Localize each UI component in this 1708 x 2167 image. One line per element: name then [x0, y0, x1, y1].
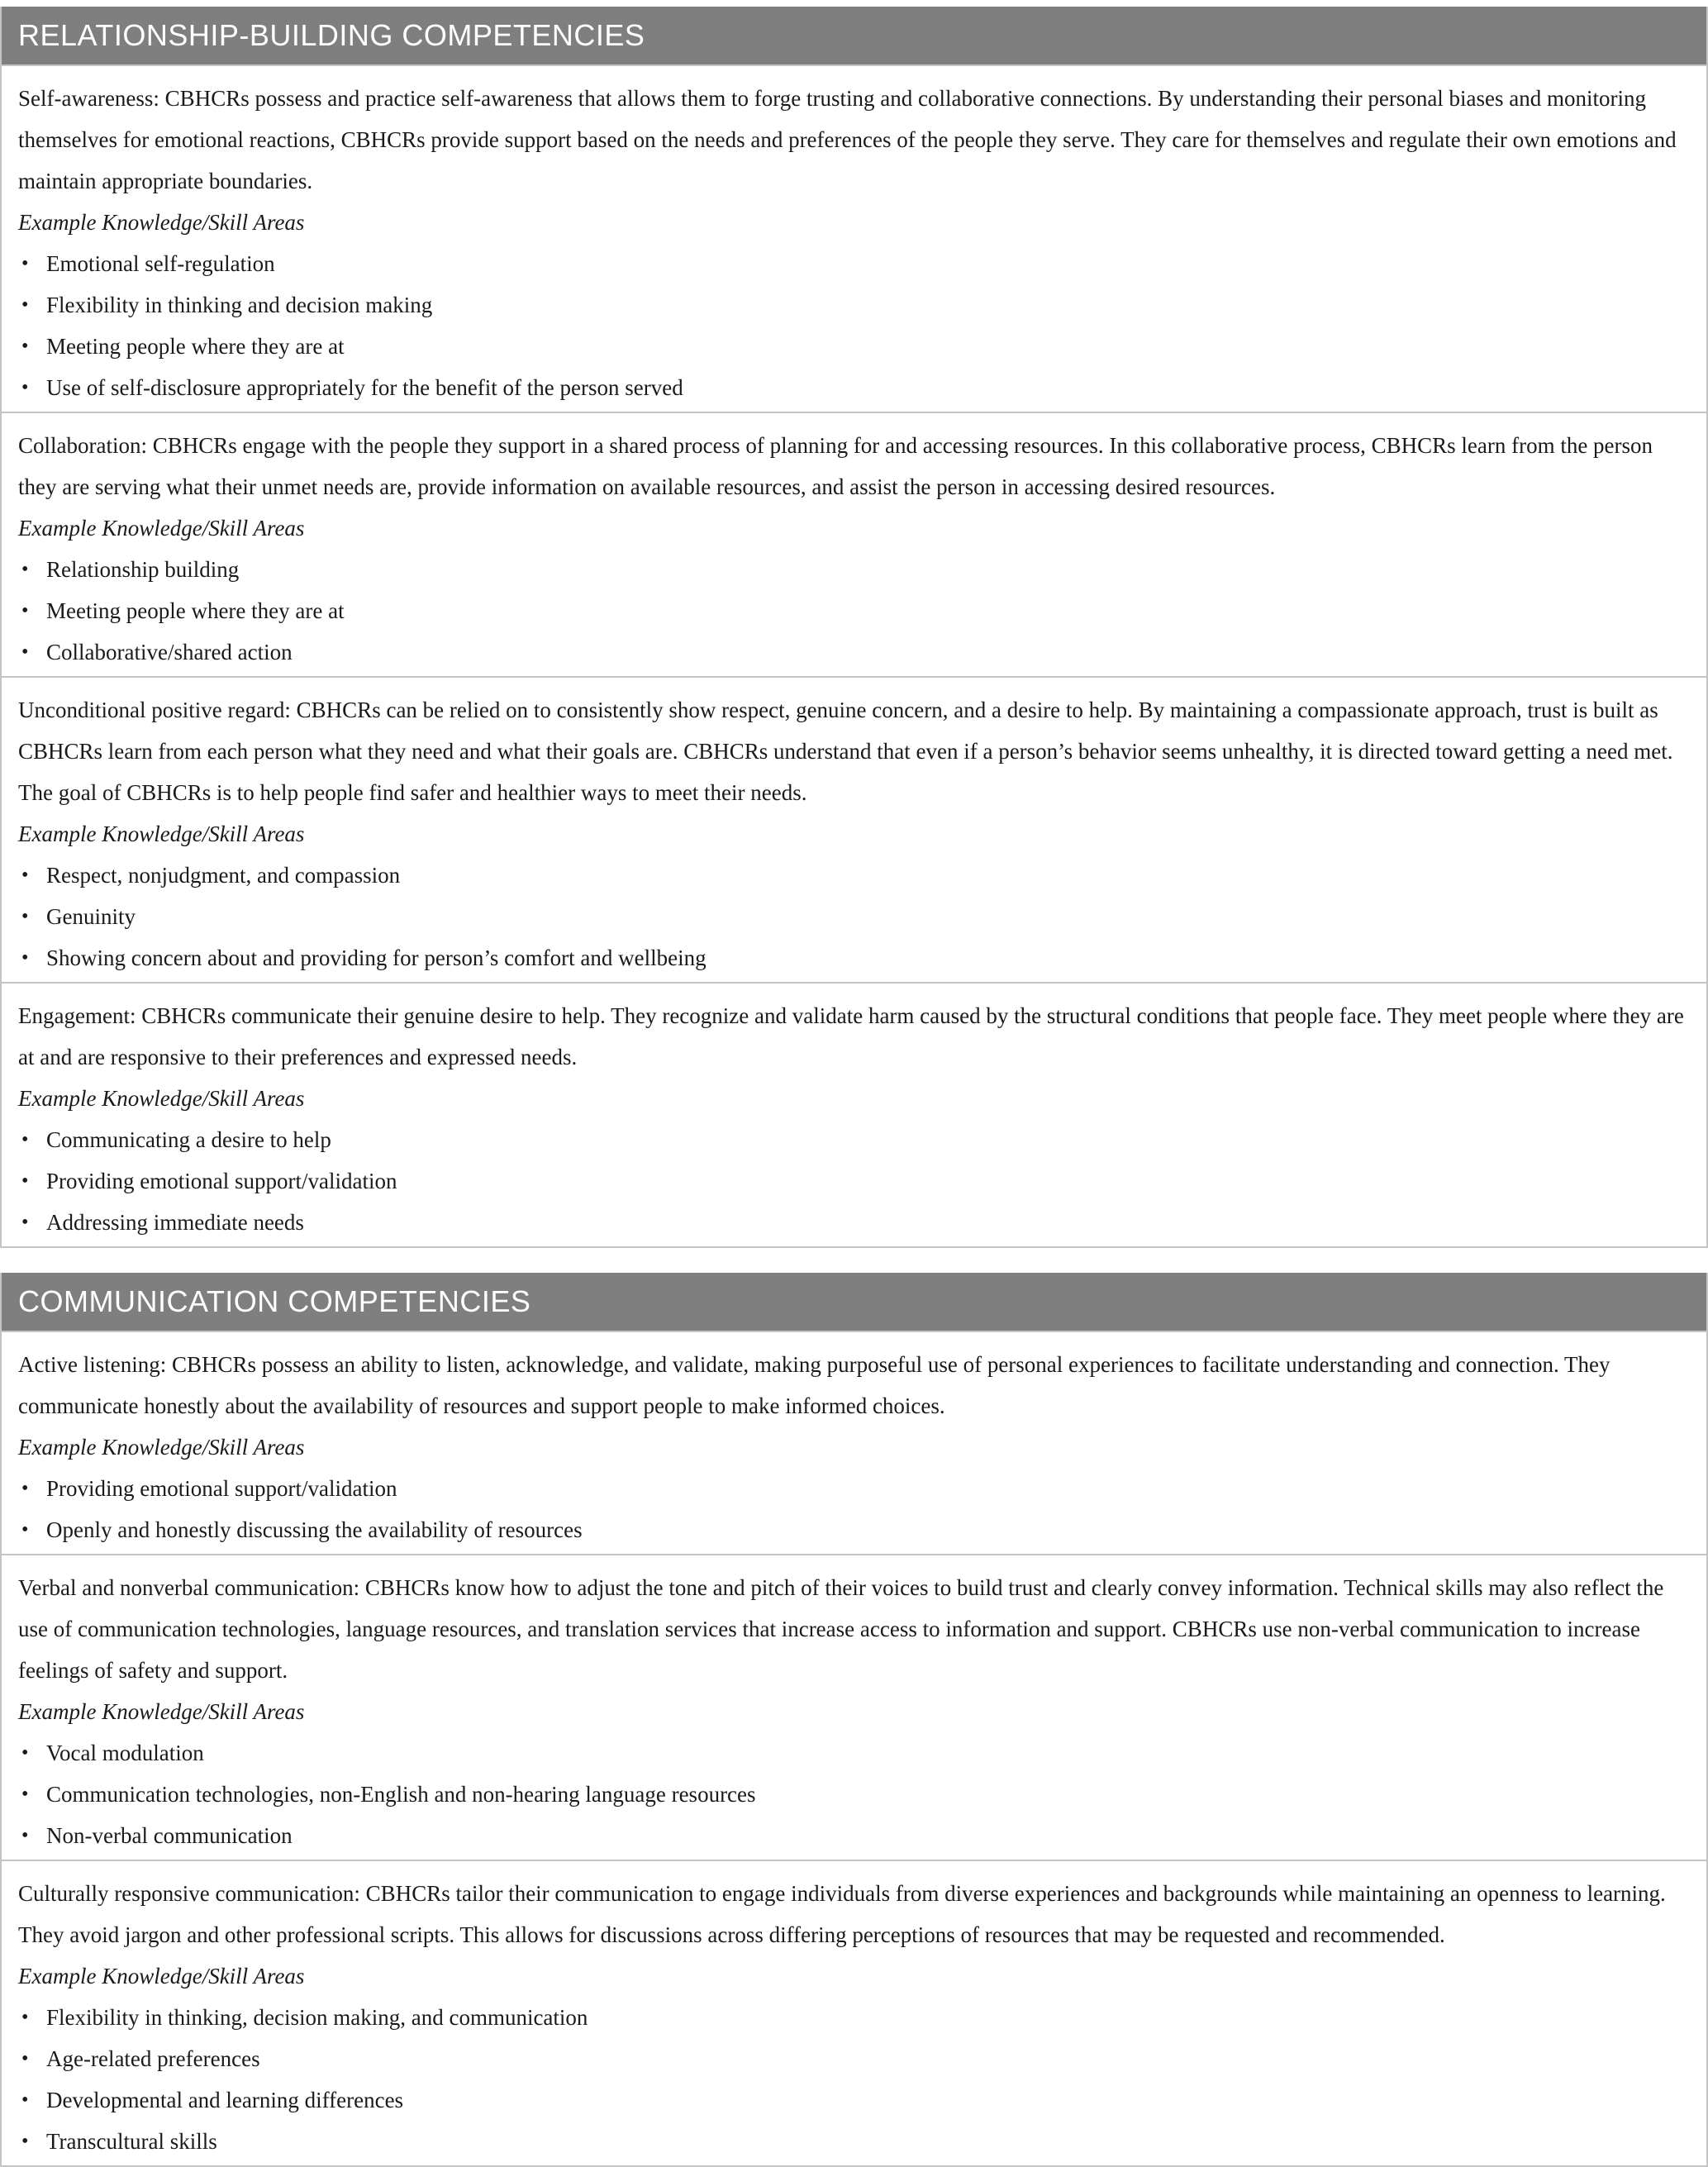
list-item: • Non-verbal communication: [18, 1815, 1690, 1856]
competency-description: Unconditional positive regard: CBHCRs can be relied on to consistently show respect, genuine concern, and a desire to help. By maintaining a compassionate approach, trust is built as CBHCRs learn from each person what they need and what their goals are. CBHCRs understand that even if a person’s behavior seems unhealthy, it is directed toward getting a need met. The goal of CBHCRs is to help people find safer and healthier ways to meet their needs.: [18, 698, 1673, 805]
skill-areas-subheading: Example Knowledge/Skill Areas: [18, 1964, 305, 1988]
list-item: • Genuinity: [18, 896, 1690, 937]
competency-description: Engagement: CBHCRs communicate their genuine desire to help. They recognize and validate harm caused by the structural conditions that people face. They meet people where they are at and are responsive to their preferences and expressed needs.: [18, 1003, 1684, 1069]
list-item: • Meeting people where they are at: [18, 326, 1690, 367]
section-header: COMMUNICATION COMPETENCIES: [2, 1273, 1706, 1331]
list-item: • Showing concern about and providing for person’s comfort and wellbeing: [18, 937, 1690, 979]
list-item: • Flexibility in thinking and decision making: [18, 284, 1690, 326]
communication-table: [0, 1273, 1708, 2167]
list-item: • Vocal modulation: [18, 1732, 1690, 1774]
competency-row: [2, 412, 1706, 676]
list-item: • Providing emotional support/validation: [18, 1160, 1690, 1202]
skill-areas-subheading: Example Knowledge/Skill Areas: [18, 210, 305, 235]
list-item: • Age-related preferences: [18, 2038, 1690, 2079]
skill-areas-subheading: Example Knowledge/Skill Areas: [18, 1699, 305, 1724]
competency-description: Active listening: CBHCRs possess an ability to listen, acknowledge, and validate, making purposeful use of personal experiences to facilitate understanding and connection. They communicate honestly about the availability of resources and support people to make informed choices.: [18, 1352, 1610, 1418]
skill-list: [18, 1119, 1690, 1243]
skill-list: [18, 549, 1690, 673]
list-item: • Communicating a desire to help: [18, 1119, 1690, 1160]
skill-list: [18, 1468, 1690, 1550]
competency-row: [2, 64, 1706, 412]
list-item: • Flexibility in thinking, decision making, and communication: [18, 1997, 1690, 2038]
skill-areas-subheading: Example Knowledge/Skill Areas: [18, 516, 305, 541]
skill-list: [18, 243, 1690, 408]
competency-description: Self-awareness: CBHCRs possess and practice self-awareness that allows them to forge trusting and collaborative connections. By understanding their personal biases and monitoring themselves for emotional reactions, CBHCRs provide support based on the needs and preferences of the people they serve. They care for themselves and regulate their own emotions and maintain appropriate boundaries.: [18, 86, 1677, 193]
skill-list: [18, 1732, 1690, 1856]
competency-description: Verbal and nonverbal communication: CBHCRs know how to adjust the tone and pitch of their voices to build trust and clearly convey information. Technical skills may also reflect the use of communication technologies, language resources, and translation services that increase access to information and support. CBHCRs use non-verbal communication to increase feelings of safety and support.: [18, 1575, 1664, 1683]
competency-row: [2, 1860, 1706, 2165]
list-item: • Emotional self-regulation: [18, 243, 1690, 284]
competencies-document: [0, 7, 1708, 2167]
list-item: • Addressing immediate needs: [18, 1202, 1690, 1243]
relationship-building-table: [0, 7, 1708, 1248]
list-item: • Meeting people where they are at: [18, 590, 1690, 631]
skill-areas-subheading: Example Knowledge/Skill Areas: [18, 1086, 305, 1111]
competency-row: [2, 982, 1706, 1246]
competency-description: Collaboration: CBHCRs engage with the people they support in a shared process of planning for and accessing resources. In this collaborative process, CBHCRs learn from the person they are serving what their unmet needs are, provide information on available resources, and assist the person in accessing desired resources.: [18, 433, 1653, 499]
list-item: • Use of self-disclosure appropriately for the benefit of the person served: [18, 367, 1690, 408]
list-item: • Openly and honestly discussing the availability of resources: [18, 1509, 1690, 1550]
competency-row: [2, 1331, 1706, 1554]
competency-row: [2, 1554, 1706, 1860]
list-item: • Relationship building: [18, 549, 1690, 590]
competency-row: [2, 676, 1706, 982]
skill-list: [18, 1997, 1690, 2162]
list-item: • Communication technologies, non-English and non-hearing language resources: [18, 1774, 1690, 1815]
list-item: • Transcultural skills: [18, 2121, 1690, 2162]
competency-description: Culturally responsive communication: CBHCRs tailor their communication to engage individuals from diverse experiences and backgrounds while maintaining an openness to learning. They avoid jargon and other professional scripts. This allows for discussions across differing perceptions of resources that may be requested and recommended.: [18, 1881, 1666, 1947]
list-item: • Providing emotional support/validation: [18, 1468, 1690, 1509]
skill-list: [18, 855, 1690, 979]
list-item: • Respect, nonjudgment, and compassion: [18, 855, 1690, 896]
section-header: RELATIONSHIP-BUILDING COMPETENCIES: [2, 7, 1706, 64]
list-item: • Collaborative/shared action: [18, 631, 1690, 673]
skill-areas-subheading: Example Knowledge/Skill Areas: [18, 822, 305, 846]
list-item: • Developmental and learning differences: [18, 2079, 1690, 2121]
skill-areas-subheading: Example Knowledge/Skill Areas: [18, 1435, 305, 1460]
